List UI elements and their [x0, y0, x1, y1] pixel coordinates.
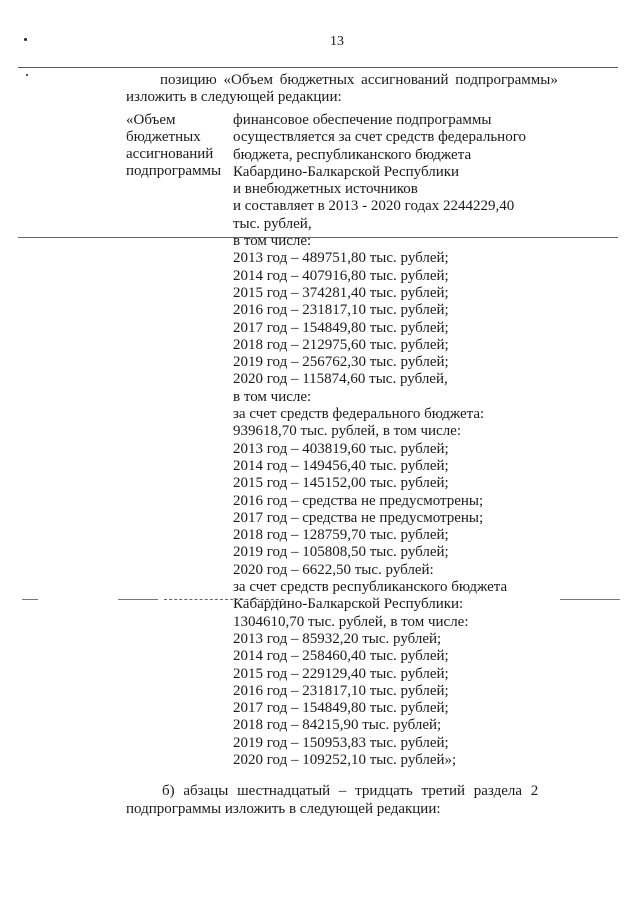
scan-line-fragment [560, 599, 620, 600]
content-line: 2017 год – 154849,80 тыс. рублей; [233, 319, 449, 336]
content-line: 2019 год – 256762,30 тыс. рублей; [233, 354, 449, 371]
content-line: 2016 год – 231817,10 тыс. рублей; [233, 302, 449, 319]
content-line: 939618,70 тыс. рублей, в том числе: [233, 423, 462, 440]
position-content [233, 112, 563, 769]
content-line: 2020 год – 109252,10 тыс. рублей»; [233, 751, 457, 768]
content-line: 2016 год – 231817,10 тыс. рублей; [233, 682, 449, 699]
scan-speck [26, 74, 28, 76]
intro-line: позицию «Объем бюджетных ассигнований подпрограммы» [160, 72, 558, 88]
page-number: 13 [330, 34, 344, 49]
content-line: 2018 год – 128759,70 тыс. рублей; [233, 527, 449, 544]
content-line: бюджета, республиканского бюджета [233, 146, 472, 163]
content-line: 2020 год – 115874,60 тыс. рублей, [233, 371, 448, 388]
intro-paragraph [126, 72, 574, 106]
content-line: 2019 год – 150953,83 тыс. рублей; [233, 734, 449, 751]
content-line: за счет средств федерального бюджета: [233, 406, 485, 423]
content-line: Кабардино-Балкарской Республики [233, 163, 460, 180]
content-line: 2013 год – 489751,80 тыс. рублей; [233, 250, 449, 267]
content-line: 2018 год – 212975,60 тыс. рублей; [233, 336, 449, 353]
content-line: 2018 год – 84215,90 тыс. рублей; [233, 717, 442, 734]
label-line: бюджетных [126, 129, 201, 145]
scan-line-fragment [118, 599, 158, 600]
content-line: и внебюджетных источников [233, 181, 418, 198]
content-line: 2015 год – 229129,40 тыс. рублей; [233, 665, 449, 682]
content-line: 1304610,70 тыс. рублей, в том числе: [233, 613, 469, 630]
content-line: 2014 год – 149456,40 тыс. рублей; [233, 457, 449, 474]
outro-line: б) абзацы шестнадцатый – тридцать третий раздела 2 [162, 783, 539, 799]
content-line: 2020 год – 6622,50 тыс. рублей: [233, 561, 434, 578]
scan-line-top [18, 67, 618, 68]
content-line: финансовое обеспечение подпрограммы [233, 112, 492, 128]
content-line: Кабардино-Балкарской Республики: [233, 596, 464, 613]
outro-line: подпрограммы изложить в следующей редакции: [126, 801, 441, 817]
scan-speck [24, 38, 27, 41]
label-line: ассигнований [126, 146, 214, 162]
content-line: 2017 год – 154849,80 тыс. рублей; [233, 700, 449, 717]
scan-line-fragment [22, 599, 38, 600]
label-line: «Объем [126, 112, 176, 128]
label-line: подпрограммы [126, 163, 222, 179]
content-line: осуществляется за счет средств федерального [233, 129, 526, 146]
content-line: 2014 год – 258460,40 тыс. рублей; [233, 648, 449, 665]
content-line: 2013 год – 403819,60 тыс. рублей; [233, 440, 449, 457]
content-line: 2019 год – 105808,50 тыс. рублей; [233, 544, 449, 561]
content-line: в том числе: [233, 388, 312, 405]
content-line: 2015 год – 374281,40 тыс. рублей; [233, 284, 449, 301]
content-line: тыс. рублей, [233, 215, 312, 232]
outro-paragraph [126, 782, 574, 818]
content-line: 2017 год – средства не предусмотрены; [233, 509, 484, 526]
content-line: в том числе: [233, 233, 312, 250]
content-line: 2013 год – 85932,20 тыс. рублей; [233, 630, 442, 647]
position-label [126, 112, 226, 180]
content-line: 2014 год – 407916,80 тыс. рублей; [233, 267, 449, 284]
intro-line: изложить в следующей редакции: [126, 89, 342, 105]
content-line: 2015 год – 145152,00 тыс. рублей; [233, 475, 449, 492]
content-line: за счет средств республиканского бюджета [233, 579, 508, 596]
content-line: и составляет в 2013 - 2020 годах 2244229,40 [233, 198, 515, 215]
content-line: 2016 год – средства не предусмотрены; [233, 492, 484, 509]
